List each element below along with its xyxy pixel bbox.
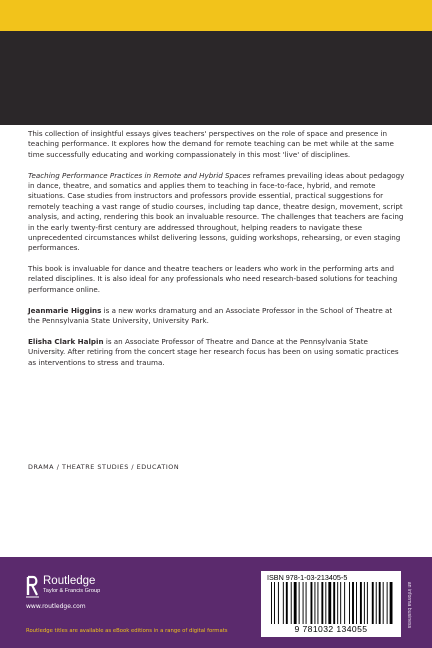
barcode-bar <box>274 582 275 624</box>
blurb-paragraph-description <box>28 171 406 254</box>
barcode-bar <box>303 582 304 624</box>
barcode-bar <box>314 582 315 624</box>
barcode-bars <box>265 582 397 626</box>
book-title: Teaching Performance Practices in Remote and Hybrid Spaces <box>28 170 251 180</box>
publisher-name: Routledge <box>43 575 96 587</box>
subject-categories: DRAMA / THEATRE STUDIES / EDUCATION <box>28 463 180 471</box>
barcode-bar <box>283 582 284 624</box>
dark-header-area <box>0 31 432 125</box>
isbn-barcode <box>261 571 401 637</box>
blurb-paragraph-intro: This collection of insightful essays gives teachers' perspectives on the role of space and presence in teaching performance. It explores how the demand for remote teaching can be met while at the same time successfully educating and working compassionately in this most 'live' of disciplines. <box>28 129 394 159</box>
barcode-bar <box>383 582 384 624</box>
barcode-bar <box>352 582 354 624</box>
barcode-bar <box>325 582 326 624</box>
barcode-bar <box>344 582 345 624</box>
barcode-bar <box>291 582 292 624</box>
author-bio-text-1: is a new works dramaturg and an Associate Professor in the School of Theatre at the Pennsylvania State University, University Park. <box>28 305 393 325</box>
barcode-bar <box>379 582 381 624</box>
author-name-1: Jeanmarie Higgins <box>28 305 102 315</box>
barcode-bar <box>356 582 357 624</box>
barcode-bar <box>337 582 338 624</box>
barcode-bar <box>321 582 323 624</box>
barcode-bar <box>328 582 331 624</box>
barcode-bar <box>299 582 300 624</box>
publisher-website: www.routledge.com <box>26 603 86 610</box>
barcode-bar <box>390 582 393 624</box>
barcode-bar <box>360 582 362 624</box>
barcode-digits: 9 781032 134055 <box>294 624 368 634</box>
barcode-bar <box>372 582 374 624</box>
barcode-bar <box>340 582 341 624</box>
isbn-number: ISBN 978-1-03-213405-5 <box>267 573 348 582</box>
author-bio-text-2: is an Associate Professor of Theatre and Dance at the Pennsylvania State University. After retiring from the concert stage her research focus has been on using somatic practices as interventions to stress and trauma. <box>28 336 399 367</box>
description-text: reframes prevailing ideas about pedagogy in dance, theatre, and somatics and applies them to teaching in face-to-face, hybrid, and remote situations. Case studies from instructors and professors provide essential, practical suggestions for remotely teaching a vast range of studio courses, including tap dance, theatre design, movement, script analysis, and acting, rendering this book an invaluable resource. The challenges that teachers are facing in the early twenty-first century are addressed throughout, helping readers to navigate these unprecedented circumstances whilst delivering lessons, guiding workshops, rehearsing, or even staging performances. <box>28 170 405 253</box>
author-bio-2 <box>28 337 406 368</box>
ebook-availability-note: Routledge titles are available as eBook editions in a range of digital formats <box>26 628 228 634</box>
barcode-bar <box>367 582 368 624</box>
author-bio-1 <box>28 306 406 327</box>
top-accent-bar <box>0 0 432 31</box>
barcode-bar <box>333 582 335 624</box>
informa-business-label: an informa business <box>406 581 412 629</box>
back-cover-blurb <box>28 129 406 378</box>
author-name-2: Elisha Clark Halpin <box>28 336 104 346</box>
barcode-bar <box>364 582 365 624</box>
barcode-bar <box>306 582 307 624</box>
barcode-bar <box>286 582 288 624</box>
barcode-bar <box>317 582 318 624</box>
blurb-paragraph-audience: This book is invaluable for dance and theatre teachers or leaders who work in the performing arts and related disciplines. It is also ideal for any professionals who need research-based solutions for teaching performance online. <box>28 264 398 294</box>
routledge-r-logo-icon <box>25 574 41 598</box>
barcode-bar <box>271 582 272 624</box>
barcode-bar <box>311 582 313 624</box>
barcode-bar <box>294 582 297 624</box>
barcode-bar <box>349 582 350 624</box>
barcode-bar <box>376 582 377 624</box>
publisher-group: Taylor & Francis Group <box>43 588 101 594</box>
barcode-bar <box>387 582 388 624</box>
barcode-bar <box>278 582 279 624</box>
